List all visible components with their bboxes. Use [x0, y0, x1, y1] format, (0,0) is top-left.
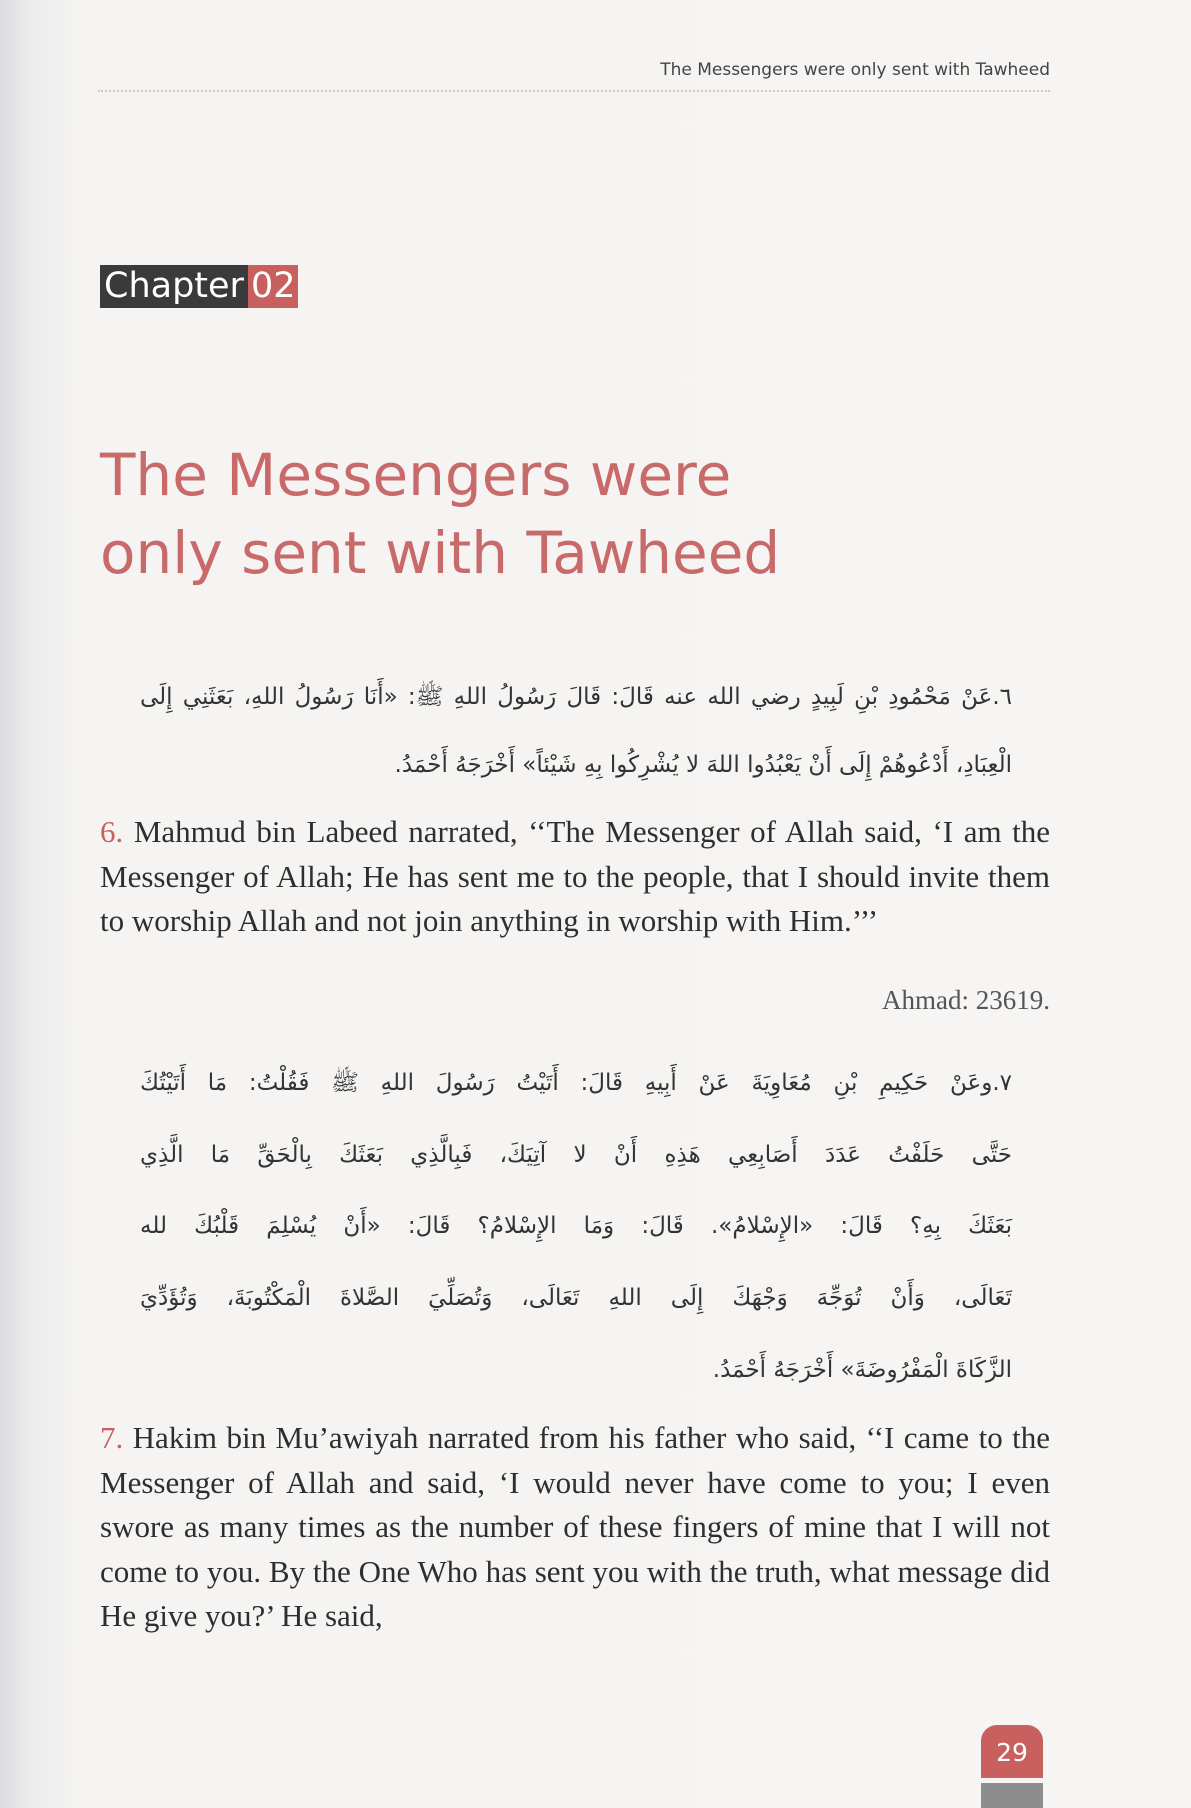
chapter-label: Chapter — [100, 265, 248, 308]
hadith-6-translation — [100, 810, 1050, 944]
page-number: 29 — [981, 1725, 1043, 1778]
arabic-line: الزَّكَاةَ الْمَفْرُوضَةَ» أَخْرَجَهُ أَحْمَدُ. — [712, 1357, 1012, 1383]
hadith-text: Mahmud bin Labeed narrated, ‘‘The Messenger of Allah said, ‘I am the Messenger of Allah; He has sent me to the people, that I should invite them to worship Allah and not join anything in worship with Him.’’’ — [100, 814, 1051, 938]
hadith-text: Hakim bin Mu’awiyah narrated from his father who said, ‘‘I came to the Messenger of Allah and said, ‘I would never have come to you; I even swore as many times as the number of these fingers of mine that I will not come to you. By the One Who has sent you with the truth, what message did He give you?’ He said, — [100, 1420, 1050, 1633]
arabic-line: ٧.وعَنْ حَكِيمِ بْنِ مُعَاوِيَةَ عَنْ أَبِيهِ قَالَ: أَتَيْتُ رَسُولَ اللهِ ﷺ فَقُلْتُ: مَا أَتَيْتُكَ — [140, 1070, 1012, 1096]
hadith-number: 6. — [100, 814, 124, 849]
arabic-line: تَعَالَى، وَأَنْ تُوَجِّهَ وَجْهَكَ إِلَى اللهِ تَعَالَى، وَتُصَلِّيَ الصَّلاةَ الْمَكْتُوبَةَ، وَتُؤَدِّيَ — [140, 1285, 1012, 1311]
running-head: The Messengers were only sent with Tawheed — [660, 60, 1050, 80]
arabic-line: ٦.عَنْ مَحْمُودِ بْنِ لَبِيدٍ رضي الله عنه قَالَ: قَالَ رَسُولُ اللهِ ﷺ: «أَنَا رَسُولُ اللهِ، بَعَثَنِي إِلَى — [140, 684, 1012, 710]
arabic-line: حَتَّى حَلَفْتُ عَدَدَ أَصَابِعِي هَذِهِ أَنْ لا آتِيَكَ، فَبِالَّذِي بَعَثَكَ بِالْحَقِّ مَا الَّذِي — [140, 1142, 1012, 1168]
hadith-number: 7. — [100, 1420, 124, 1455]
chapter-badge — [100, 265, 298, 308]
arabic-line: الْعِبَادِ، أَدْعُوهُمْ إِلَى أَنْ يَعْبُدُوا اللهَ لا يُشْرِكُوا بِهِ شَيْئاً» أَخْرَجَهُ أَحْمَدُ. — [394, 752, 1012, 778]
page-tab-bar — [981, 1783, 1043, 1808]
chapter-title-line: The Messengers were — [100, 441, 732, 509]
chapter-title-line: only sent with Tawheed — [100, 519, 781, 587]
arabic-line: بَعَثَكَ بِهِ؟ قَالَ: «الإِسْلامُ». قَالَ: وَمَا الإِسْلامُ؟ قَالَ: «أَنْ يُسْلِمَ قَلْبُكَ لله — [140, 1213, 1012, 1239]
chapter-title — [100, 436, 1050, 592]
hadith-7-translation — [100, 1416, 1050, 1639]
hadith-reference: Ahmad: 23619. — [882, 985, 1050, 1015]
header-divider — [98, 90, 1050, 92]
chapter-number: 02 — [248, 265, 299, 308]
